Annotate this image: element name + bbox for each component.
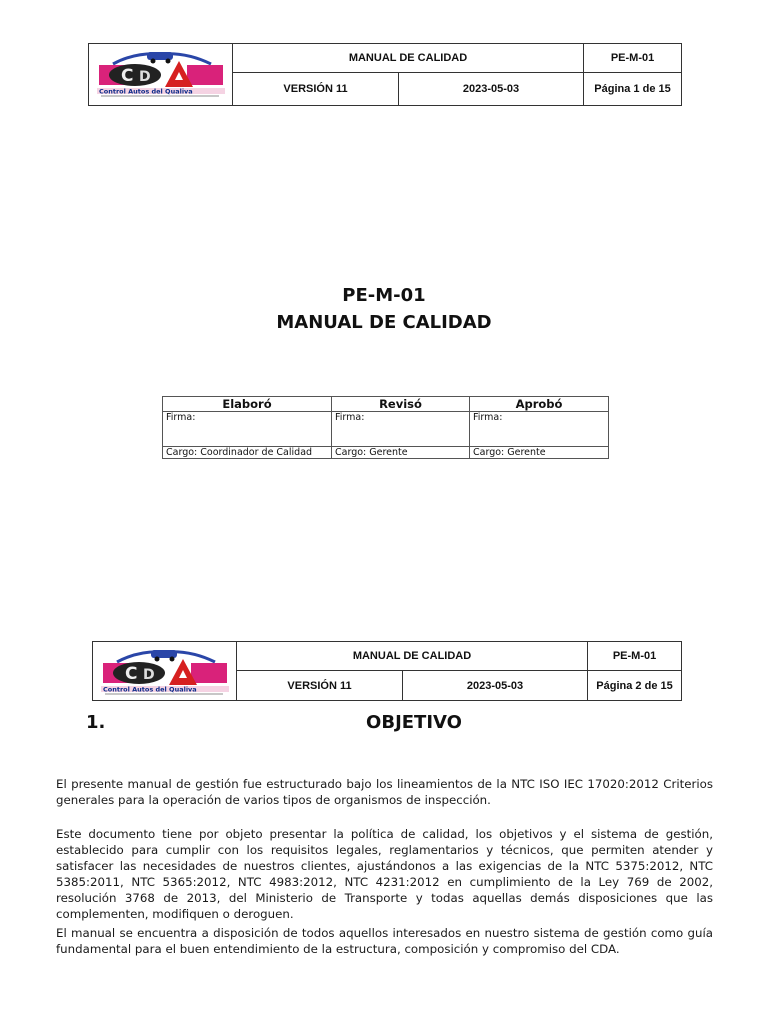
signature-cargo-elaboro: Cargo: Coordinador de Calidad bbox=[163, 447, 332, 459]
signature-firma-elaboro: Firma: bbox=[163, 412, 332, 447]
cover-code: PE-M-01 bbox=[342, 285, 426, 306]
signature-cargo-reviso: Cargo: Gerente bbox=[332, 447, 470, 459]
doc-title: MANUAL DE CALIDAD bbox=[237, 642, 588, 671]
logo bbox=[93, 642, 237, 701]
doc-code: PE-M-01 bbox=[588, 642, 682, 671]
signature-table bbox=[162, 396, 609, 459]
signature-heading-reviso: Revisó bbox=[332, 397, 470, 412]
doc-version: VERSIÓN 11 bbox=[233, 73, 399, 106]
page-header-1 bbox=[88, 43, 682, 106]
signature-heading-aprobo: Aprobó bbox=[470, 397, 609, 412]
cda-logo-icon bbox=[95, 50, 227, 100]
signature-firma-aprobo: Firma: bbox=[470, 412, 609, 447]
paragraph: El presente manual de gestión fue estructurado bajo los lineamientos de la NTC ISO IEC 17020:2012 Criterios generales para la operación de varios tipos de organismos de inspección. bbox=[56, 777, 713, 807]
cover-title bbox=[0, 282, 768, 336]
svg-text:D: D bbox=[139, 69, 151, 85]
section-number: 1. bbox=[86, 712, 106, 733]
svg-text:D: D bbox=[143, 667, 155, 683]
doc-date: 2023-05-03 bbox=[403, 671, 588, 701]
doc-title: MANUAL DE CALIDAD bbox=[233, 44, 584, 73]
page-number: Página 1 de 15 bbox=[584, 73, 682, 106]
doc-version: VERSIÓN 11 bbox=[237, 671, 403, 701]
cda-logo-icon bbox=[99, 648, 231, 698]
page-header-2 bbox=[92, 641, 682, 701]
paragraph: El manual se encuentra a disposición de todos aquellos interesados en nuestro sistema de gestión como guía fundamental para el buen entendimiento de la estructura, composición y compromiso del CDA. bbox=[56, 926, 713, 956]
signature-heading-elaboro: Elaboró bbox=[163, 397, 332, 412]
paragraph: Este documento tiene por objeto presentar la política de calidad, los objetivos y el sistema de gestión, establecido para cumplir con los requisitos legales, reglamentarios y técnicos, que permiten atender y satisfacer las necesidades de nuestros clientes, ajustándonos a las exigencias de la NTC 5375:2012, NTC 5385:2011, NTC 5365:2012, NTC 4983:2012, NTC 4231:2012 en cumplimiento de la Ley 769 de 2002, resolución 3768 de 2013, del Ministerio de Transporte y todas aquellas demás disposiciones que las complementen, modifiquen o deroguen. bbox=[56, 827, 713, 921]
signature-firma-reviso: Firma: bbox=[332, 412, 470, 447]
svg-text:Control Autos del Qualiva: Control Autos del Qualiva bbox=[103, 685, 197, 694]
signature-cargo-aprobo: Cargo: Gerente bbox=[470, 447, 609, 459]
svg-text:C: C bbox=[121, 66, 134, 86]
section-title: OBJETIVO bbox=[366, 712, 462, 733]
svg-text:C: C bbox=[125, 664, 138, 684]
cover-manual-title: MANUAL DE CALIDAD bbox=[276, 312, 492, 333]
doc-code: PE-M-01 bbox=[584, 44, 682, 73]
logo bbox=[89, 44, 233, 106]
page-number: Página 2 de 15 bbox=[588, 671, 682, 701]
svg-text:Control Autos del Qualiva: Control Autos del Qualiva bbox=[99, 87, 193, 96]
doc-date: 2023-05-03 bbox=[399, 73, 584, 106]
